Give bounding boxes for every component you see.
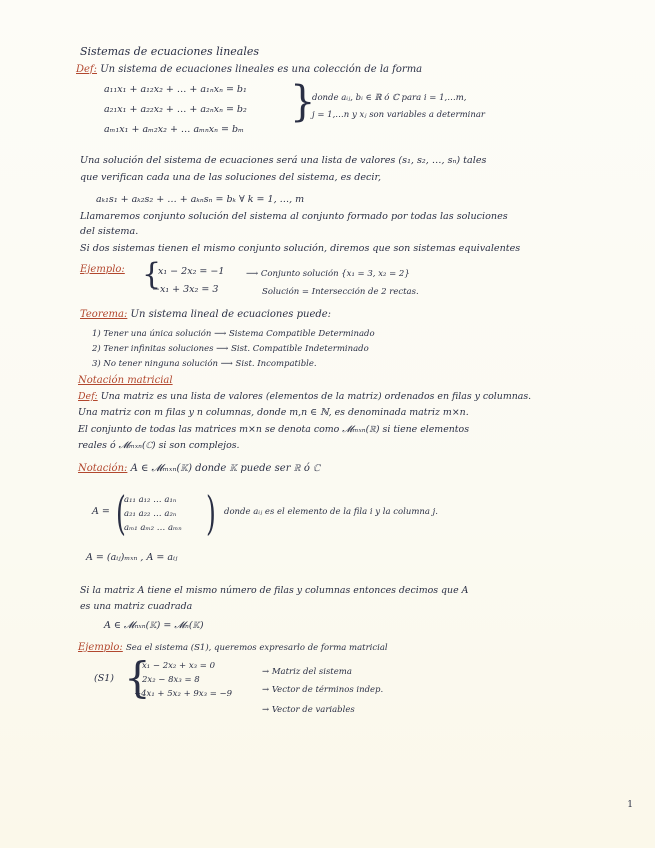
section-heading-notacion-matricial: Notación matricial — [78, 375, 173, 386]
notation-line — [78, 463, 320, 475]
general-equation-2: a₂₁x₁ + a₂₂x₂ + … + a₂ₙxₙ = b₂ — [104, 104, 247, 115]
matrix-row-1: a₁₁ a₁₂ … a₁ₙ — [124, 495, 177, 505]
solution-line-1: Una solución del sistema de ecuaciones será una lista de valores (s₁, s₂, …, sₙ) tales — [80, 155, 487, 166]
example-1-solution-set: ⟶ Conjunto solución {x₁ = 3, x₂ = 2} — [246, 269, 410, 279]
solution-line-3: Llamaremos conjunto solución del sistema al conjunto formado por todas las soluciones — [80, 211, 508, 222]
system-arrow-matriz: → Matriz del sistema — [262, 667, 352, 677]
def-text: Un sistema de ecuaciones lineales es una colección de la forma — [100, 64, 423, 75]
system-equation-2: 2x₂ − 8x₃ = 8 — [142, 675, 200, 685]
variable-condition-2: j = 1,…n y xⱼ son variables a determinar — [312, 110, 485, 120]
definition-sistema — [76, 64, 422, 76]
solution-line-5: Si dos sistemas tienen el mismo conjunto solución, diremos que son sistemas equivalentes — [80, 243, 521, 254]
square-matrix-line-2: es una matriz cuadrada — [80, 601, 193, 612]
example-1-equation-2: −x₁ + 3x₂ = 3 — [152, 284, 219, 295]
square-matrix-line-1: Si la matriz A tiene el mismo número de filas y columnas entonces decimos que A — [80, 585, 469, 596]
matrix-prefix: A = — [92, 506, 110, 517]
theorem-item-3: 3) No tener ninguna solución ⟶ Sist. Incompatible. — [92, 359, 317, 369]
def-matriz-line-3: El conjunto de todas las matrices m×n se denota como 𝓜ₘₓₙ(ℝ) si tiene elementos — [78, 424, 470, 435]
def-matriz-line-4: reales ó 𝓜ₘₓₙ(ℂ) si son complejos. — [78, 440, 240, 451]
general-equation-1: a₁₁x₁ + a₁₂x₂ + … + a₁ₙxₙ = b₁ — [104, 84, 247, 95]
matrix-note: donde aᵢⱼ es el elemento de la fila i y la columna j. — [224, 507, 438, 517]
matrix-row-2: a₂₁ a₂₂ … a₂ₙ — [124, 509, 177, 519]
example-2-label: Ejemplo: — [78, 642, 123, 653]
notation-text: A ∈ 𝓜ₘₓₙ(𝕂) donde 𝕂 puede ser ℝ ó ℂ — [130, 463, 320, 474]
theorem-item-2: 2) Tener infinitas soluciones ⟶ Sist. Compatible Indeterminado — [92, 344, 369, 354]
example-1-note: Solución = Intersección de 2 rectas. — [262, 287, 419, 297]
system-label: (S1) — [94, 673, 114, 684]
general-equation-3: aₘ₁x₁ + aₘ₂x₂ + … aₘₙxₙ = bₘ — [104, 124, 244, 135]
matrix-row-3: aₘ₁ aₘ₂ … aₘₙ — [124, 523, 182, 533]
left-brace: { — [142, 257, 162, 292]
def-matriz-line-2: Una matriz con m filas y n columnas, donde m,n ∈ ℕ, es denominada matriz m×n. — [78, 407, 469, 418]
square-matrix-formula: A ∈ 𝓜ₙₓₙ(𝕂) = 𝓜ₙ(𝕂) — [104, 620, 204, 631]
example-1-equation-1: x₁ − 2x₂ = −1 — [158, 266, 225, 277]
system-arrow-terminos: → Vector de términos indep. — [262, 685, 384, 695]
example-2-text: Sea el sistema (S1), queremos expresarlo de forma matricial — [125, 643, 388, 653]
matrix-compact-notation: A = (aᵢⱼ)ₘₓₙ , A = aᵢⱼ — [86, 552, 178, 563]
right-brace: } — [290, 77, 316, 127]
notation-label: Notación: — [78, 463, 128, 474]
theorem-label: Teorema: — [80, 309, 128, 320]
page-title: Sistemas de ecuaciones lineales — [80, 45, 260, 58]
system-arrow-variables: → Vector de variables — [262, 705, 355, 715]
def-label: Def: — [76, 64, 98, 75]
variable-condition-1: donde aᵢⱼ, bᵢ ∈ ℝ ó ℂ para i = 1,…m, — [312, 93, 467, 103]
matrix-left-paren: ( — [116, 486, 126, 540]
matrix-right-paren: ) — [206, 486, 216, 540]
page-number: 1 — [627, 800, 633, 810]
solution-formula: aₖ₁s₁ + aₖ₂s₂ + … + aₖₙsₙ = bₖ ∀ k = 1, …, m — [96, 194, 305, 205]
theorem-text: Un sistema lineal de ecuaciones puede: — [130, 309, 332, 320]
theorem-item-1: 1) Tener una única solución ⟶ Sistema Compatible Determinado — [92, 329, 375, 339]
system-equation-1: x₁ − 2x₂ + x₃ = 0 — [142, 661, 215, 671]
solution-line-4: del sistema. — [80, 226, 139, 237]
def-label: Def: — [78, 391, 98, 402]
solution-line-2: que verifican cada una de las soluciones del sistema, es decir, — [80, 172, 382, 183]
system-brace: { — [124, 653, 151, 702]
theorem — [80, 309, 331, 321]
definition-matriz — [78, 391, 531, 403]
example-1-label: Ejemplo: — [80, 264, 125, 275]
system-equation-3: −4x₁ + 5x₂ + 9x₃ = −9 — [134, 689, 233, 699]
def-matriz-line-1: Una matriz es una lista de valores (elementos de la matriz) ordenados en filas y columnas. — [100, 391, 532, 402]
